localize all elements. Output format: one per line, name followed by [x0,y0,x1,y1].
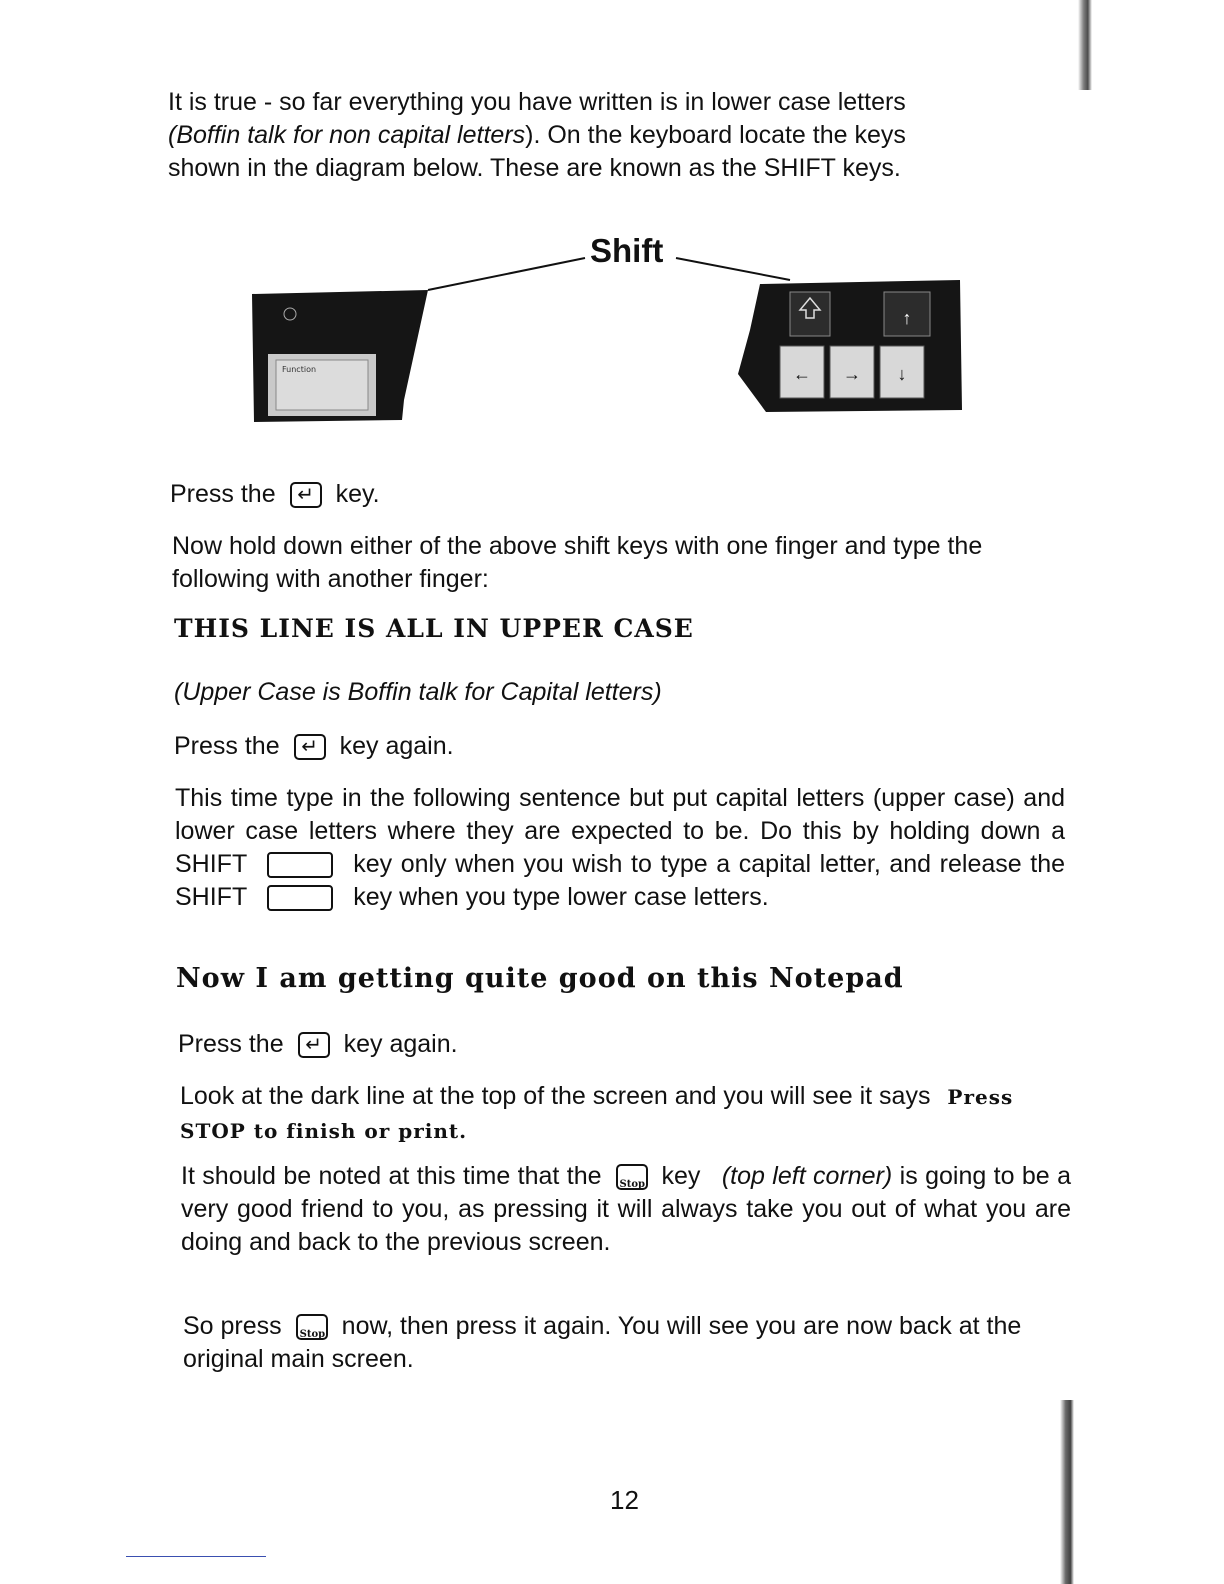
mixed-case-example: Now I am getting quite good on this Notepad [176,963,904,994]
enter-key-icon: ↵ [290,482,322,508]
instruction-part-3: key when you type lower case letters. [353,883,769,911]
press-the-text: Press the [178,1030,284,1058]
mixed-case-instruction [175,782,1065,914]
hold-shift-instruction: Now hold down either of the above shift keys with one finger and type the following with another finger: [172,532,983,593]
right-shift-and-arrows-photo [738,280,962,412]
press-stop-paragraph [183,1310,1073,1376]
dark-line-text: Look at the dark line at the top of the screen and you will see it says [180,1082,931,1110]
intro-rest: ). On the keyboard locate the keys [525,121,906,149]
shift-pointer-right [676,258,790,280]
arrow-right-icon: → [843,364,861,384]
press-enter-2 [174,730,1064,763]
shift-key-icon [267,885,333,911]
stop-text-before: It should be noted at this time that the [181,1162,602,1190]
press-stop-rest: now, then press it again. You will see you are now back at the original main screen. [183,1312,1022,1373]
shift-label: Shift [590,232,664,269]
press-enter-3 [178,1028,1068,1061]
stop-text-after: is going to be a very good friend to you, as pressing it will always take you out of what you are doing and back to the previous screen. [181,1162,1071,1256]
press-the-text: Press the [170,480,276,508]
arrow-left-icon: ← [793,364,811,384]
shift-pointer-left [428,258,585,290]
top-left-corner-note: (top left corner) [721,1162,893,1190]
scan-shadow [1060,1400,1074,1584]
key-text: key. [335,480,380,508]
enter-key-icon: ↵ [298,1032,330,1058]
shift-key-icon [267,852,333,878]
left-shift-key-photo [252,290,428,422]
arrow-up-icon: ↑ [902,308,912,328]
stop-key-icon: Stop [296,1314,328,1340]
so-press-text: So press [183,1312,282,1340]
intro-italic: (Boffin talk for non capital letters [168,121,526,149]
instruction-part-1: This time type in the following sentence but put capital letters (upper case) and lower case letters where they are expected to be. Do this by holding down a SHIFT [175,784,1065,878]
intro-line-1: It is true - so far everything you have written is in lower case letters [168,88,906,116]
arrow-down-icon: ↓ [897,364,907,384]
svg-text:Function: Function [282,365,317,374]
intro-line-3: shown in the diagram below. These are known as the SHIFT keys. [168,154,901,182]
upper-case-example: THIS LINE IS ALL IN UPPER CASE [174,614,694,643]
page-number: 12 [610,1485,639,1515]
prompt-text: Press STOP to finish or print. [180,1085,1014,1143]
upper-case-note: (Upper Case is Boffin talk for Capital letters) [174,678,662,706]
keyboard-diagram [0,0,1224,460]
instruction-part-2: key only when you wish to type a capital letter, and release the SHIFT [175,850,1065,911]
enter-key-icon: ↵ [294,734,326,760]
press-enter-1 [170,478,1060,511]
stop-key-word: key [661,1162,701,1190]
press-the-text: Press the [174,732,280,760]
key-again-text: key again. [339,732,454,760]
dark-line-paragraph [180,1080,1070,1148]
scan-mark [126,1556,266,1557]
key-again-text: key again. [343,1030,458,1058]
stop-key-paragraph [181,1160,1071,1259]
stop-key-icon: Stop [616,1164,648,1190]
